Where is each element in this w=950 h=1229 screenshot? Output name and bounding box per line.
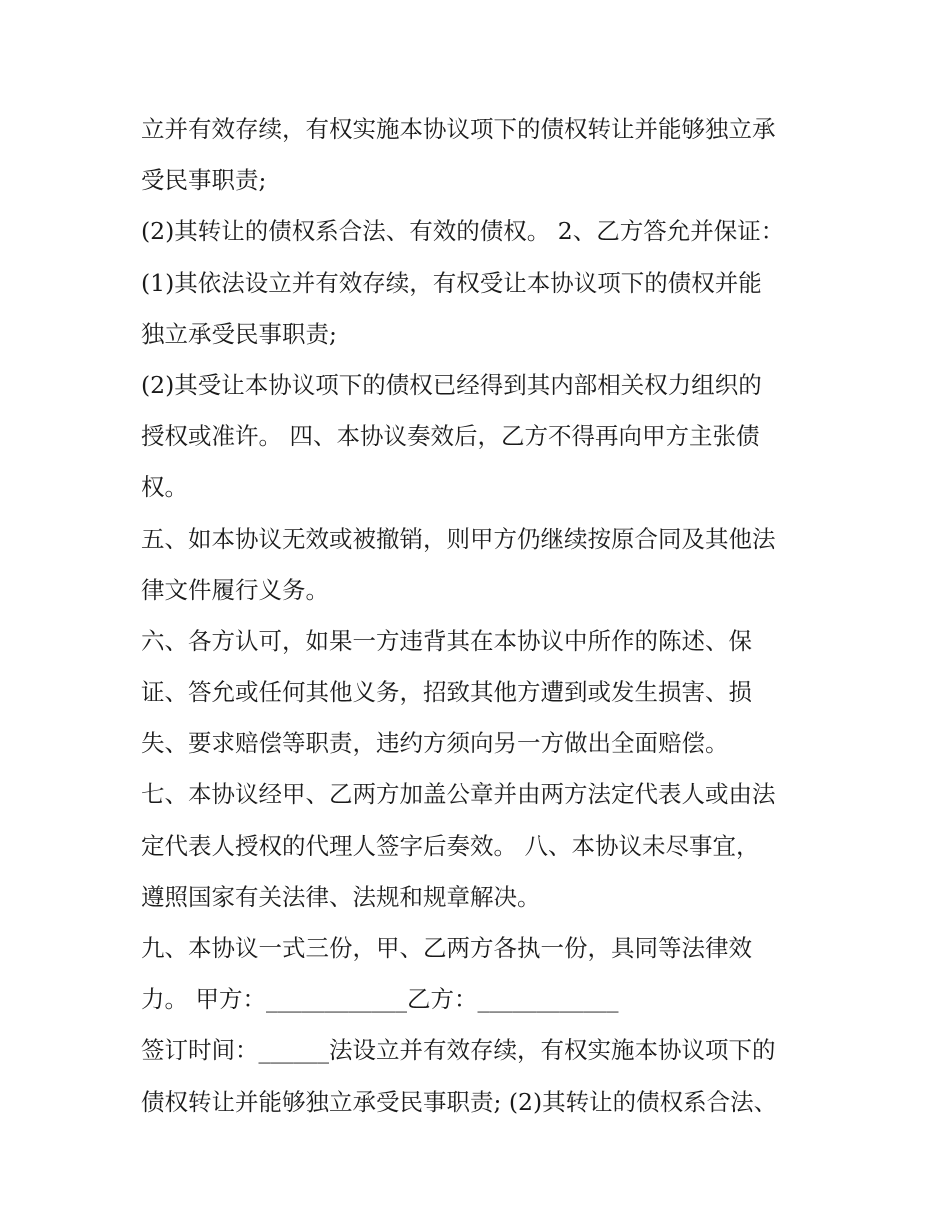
text-line: 律文件履行义务。 [141, 575, 329, 604]
text-line: 定代表人授权的代理人签字后奏效。 八、本协议未尽事宜， [141, 831, 760, 860]
text-line: 授权或准许。 四、本协议奏效后，乙方不得再向甲方主张债 [141, 422, 760, 451]
text-line: 证、答允或任何其他义务，招致其他方遭到或发生损害、损 [141, 678, 752, 707]
text-line: 遵照国家有关法律、法规和规章解决。 [141, 882, 541, 911]
text-line: 七、本协议经甲、乙两方加盖公章并由两方法定代表人或由法 [141, 780, 776, 809]
signature-line: 力。 甲方：____________乙方：____________ [141, 985, 619, 1014]
text-line: 权。 [141, 473, 188, 502]
signing-date-line: 签订时间：______法设立并有效存续，有权实施本协议项下的 [141, 1036, 776, 1065]
text-line: 九、本协议一式三份，甲、乙两方各执一份，具同等法律效 [141, 934, 752, 962]
document-body [141, 104, 821, 1128]
text-line: (2)其转让的债权系合法、有效的债权。 2、乙方答允并保证： [141, 217, 785, 246]
text-line: (2)其受让本协议项下的债权已经得到其内部相关权力组织的 [141, 370, 762, 399]
text-line: (1)其依法设立并有效存续，有权受让本协议项下的债权并能 [141, 268, 762, 297]
text-line: 受民事职责; [141, 166, 267, 195]
text-line: 失、要求赔偿等职责，违约方须向另一方做出全面赔偿。 [141, 729, 729, 758]
text-line: 六、各方认可，如果一方违背其在本协议中所作的陈述、保 [141, 626, 752, 655]
text-line: 债权转让并能够独立承受民事职责; (2)其转让的债权系合法、 [141, 1087, 778, 1116]
text-line: 立并有效存续，有权实施本协议项下的债权转让并能够独立承 [141, 115, 776, 143]
text-line: 独立承受民事职责; [141, 319, 337, 348]
text-line: 五、如本协议无效或被撤销，则甲方仍继续按原合同及其他法 [141, 524, 776, 553]
